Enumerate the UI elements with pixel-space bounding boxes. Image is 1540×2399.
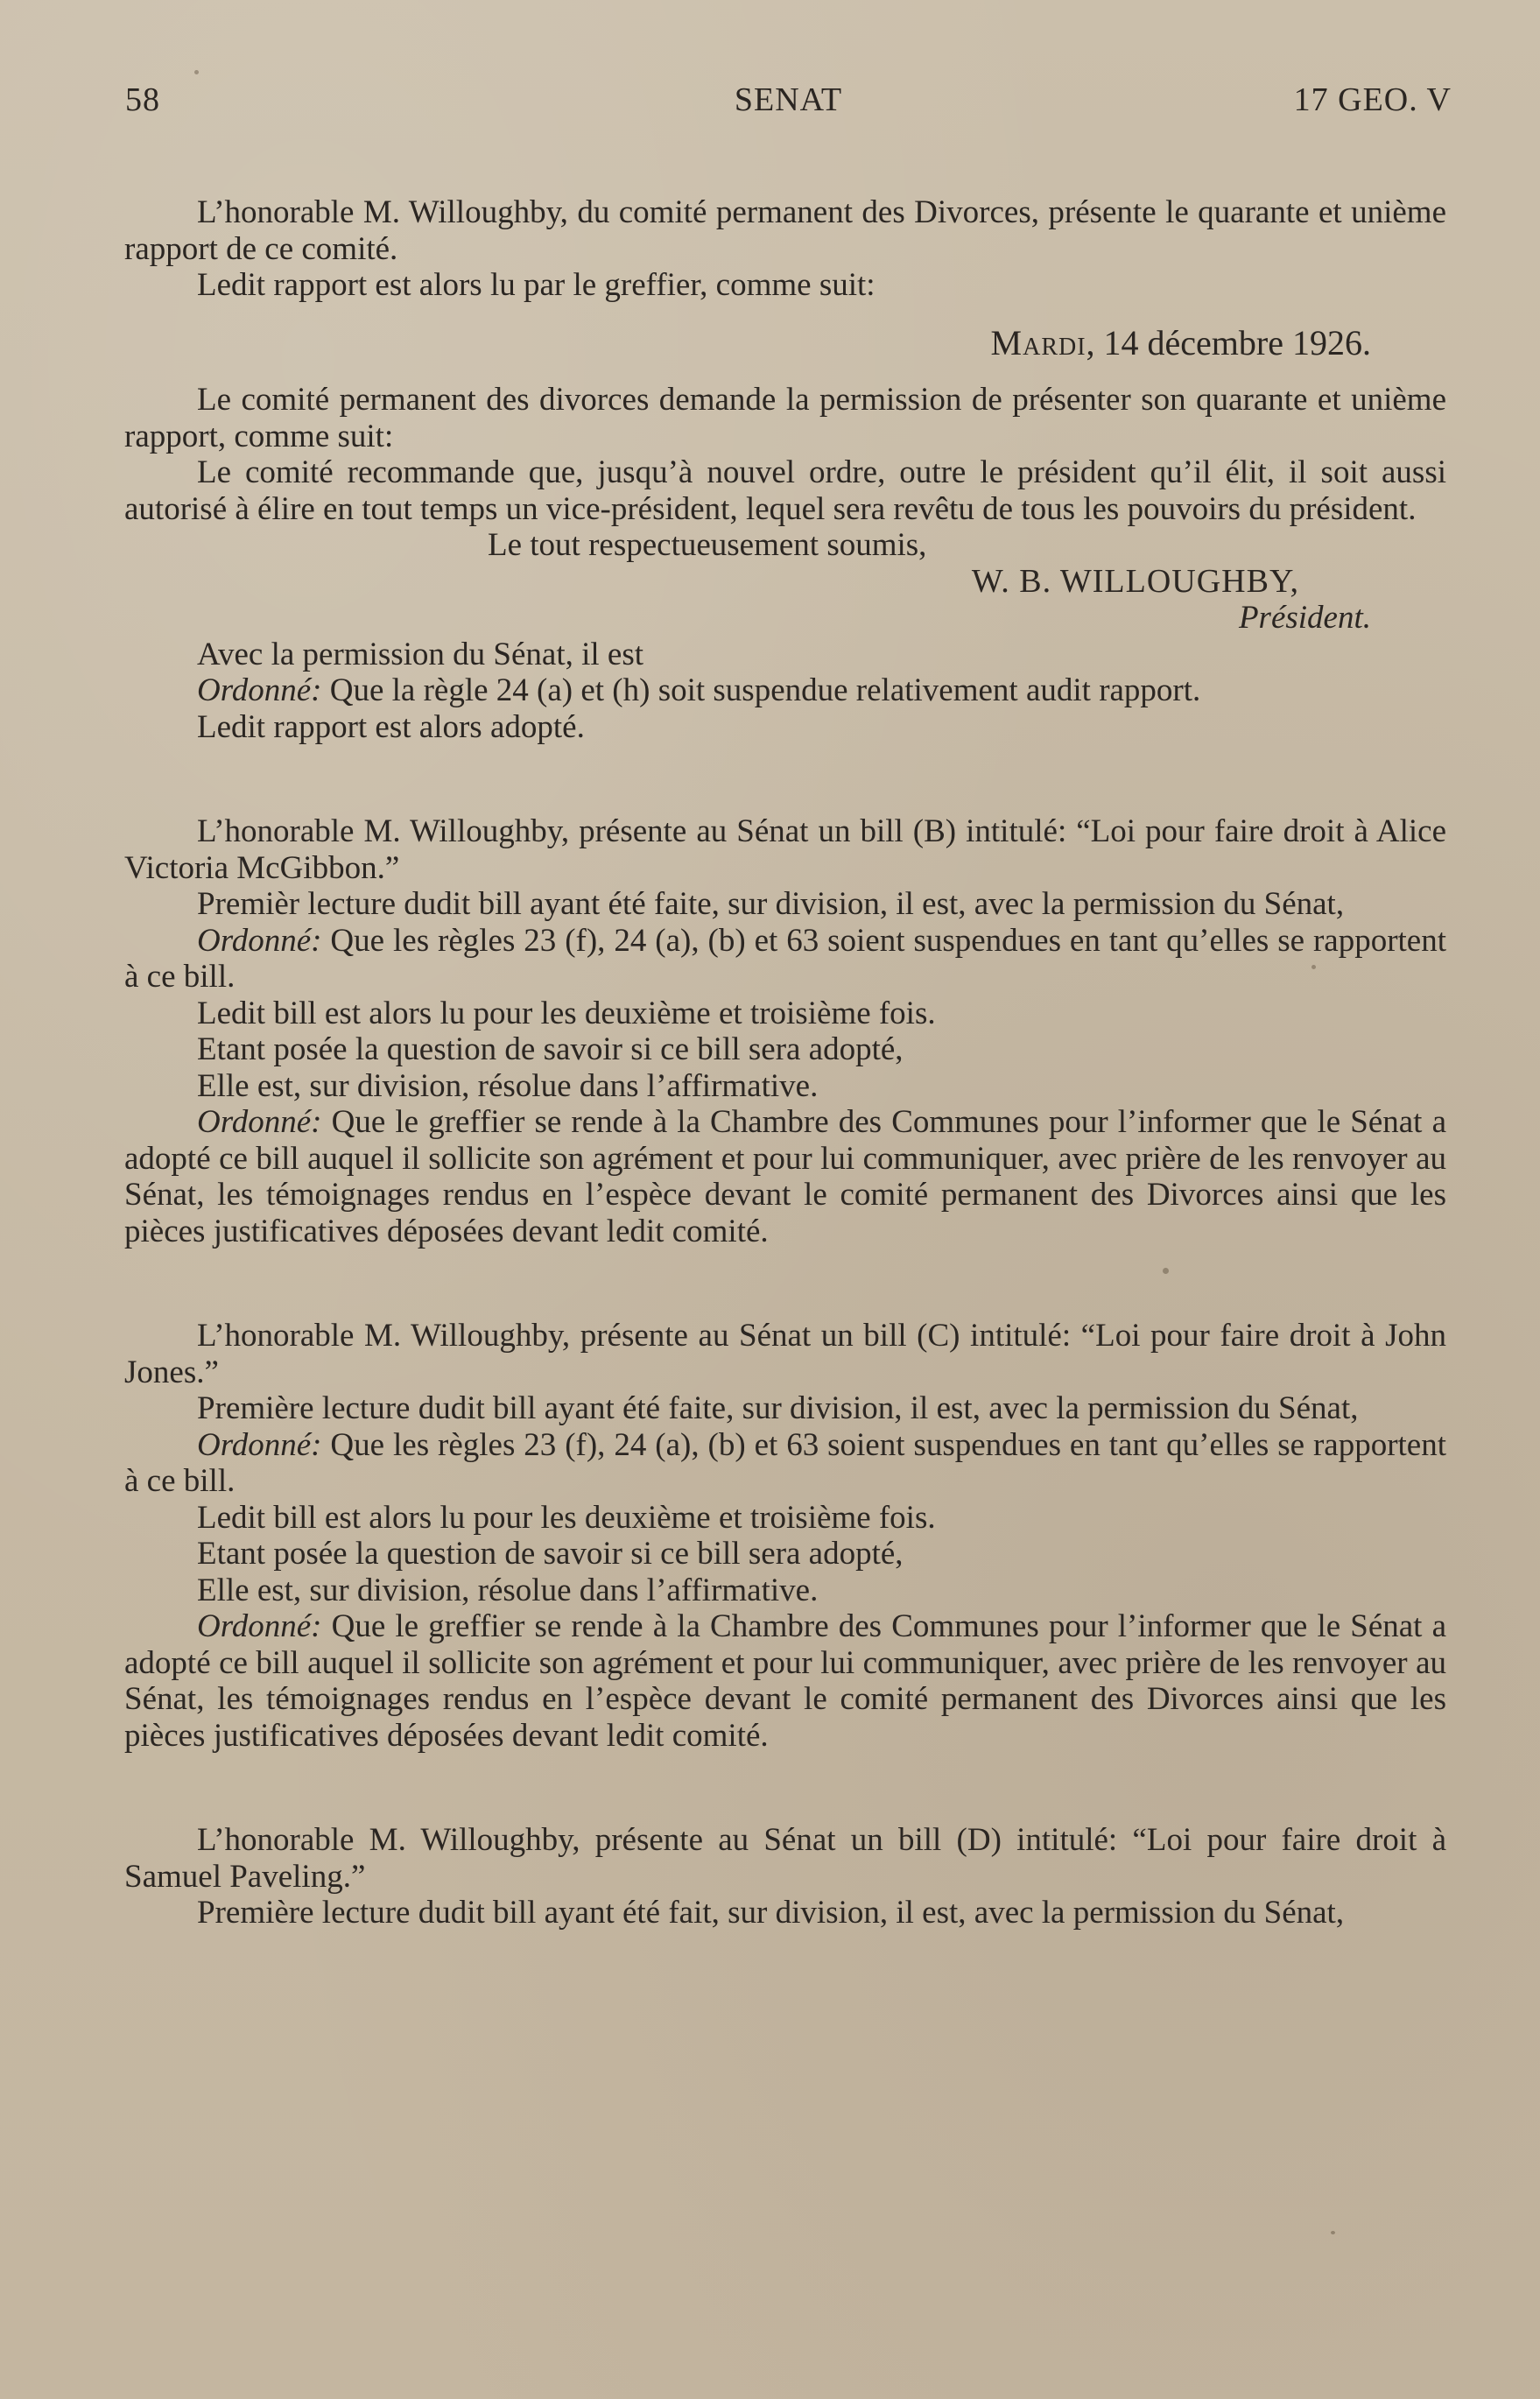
paragraph: Première lecture dudit bill ayant été faite, sur division, il est, avec la permission du Sénat, bbox=[197, 1390, 1359, 1426]
order-text: Que la règle 24 (a) et (h) soit suspendue relativement audit rapport. bbox=[321, 672, 1201, 708]
order-paragraph bbox=[124, 1608, 1446, 1754]
bill-b-section bbox=[124, 813, 1446, 1249]
ordered-label: Ordonné: bbox=[197, 922, 322, 959]
paragraph: Avec la permission du Sénat, il est bbox=[197, 636, 644, 672]
signature: W. B. WILLOUGHBY, bbox=[971, 562, 1299, 600]
report-section bbox=[124, 194, 1446, 745]
paragraph: L’honorable M. Willoughby, présente au Sénat un bill (B) intitulé: “Loi pour faire droit à Alice Victoria McGibbon.” bbox=[124, 813, 1446, 886]
paper-speck bbox=[194, 70, 199, 74]
order-paragraph bbox=[124, 672, 1446, 709]
paragraph: Le comité recommande que, jusqu’à nouvel ordre, outre le président qu’il élit, il soit aussi autorisé à élire en tout temps un vice-président, lequel sera revêtu de tous les pouvoirs du président. bbox=[124, 454, 1446, 527]
page-header bbox=[125, 81, 1452, 133]
paragraph: Ledit rapport est alors lu par le greffier, comme suit: bbox=[197, 267, 875, 303]
bill-d-section bbox=[124, 1822, 1446, 1931]
order-text: Que les règles 23 (f), 24 (a), (b) et 63 soient suspendues en tant qu’elles se rapportent à ce bill. bbox=[124, 922, 1446, 995]
section-gap bbox=[124, 1754, 1446, 1822]
date-day: Mardi bbox=[990, 322, 1086, 362]
ordered-label: Ordonné: bbox=[197, 1426, 322, 1463]
ordered-label: Ordonné: bbox=[197, 1608, 322, 1644]
paragraph: Elle est, sur division, résolue dans l’affirmative. bbox=[197, 1067, 819, 1104]
paragraph: L’honorable M. Willoughby, présente au Sénat un bill (C) intitulé: “Loi pour faire droit à John Jones.” bbox=[124, 1318, 1446, 1390]
order-text: Que les règles 23 (f), 24 (a), (b) et 63 soient suspendues en tant qu’elles se rapportent à ce bill. bbox=[124, 1426, 1446, 1499]
paragraph: Première lecture dudit bill ayant été fait, sur division, il est, avec la permission du Sénat, bbox=[197, 1895, 1345, 1931]
paragraph: Etant posée la question de savoir si ce bill sera adopté, bbox=[197, 1031, 904, 1067]
paragraph: L’honorable M. Willoughby, du comité permanent des Divorces, présente le quarante et unième rapport de ce comité. bbox=[124, 194, 1446, 267]
ordered-label: Ordonné: bbox=[197, 672, 322, 708]
report-date bbox=[124, 322, 1446, 362]
order-paragraph bbox=[124, 1427, 1446, 1500]
page-number: 58 bbox=[125, 81, 160, 118]
paragraph: Ledit rapport est alors adopté. bbox=[197, 708, 585, 745]
section-gap bbox=[124, 745, 1446, 813]
paper-speck bbox=[1331, 2231, 1335, 2234]
paragraph: Ledit bill est alors lu pour les deuxième et troisième fois. bbox=[197, 1499, 936, 1536]
closing-line: Le tout respectueusement soumis, bbox=[488, 527, 927, 563]
date-rest: , 14 décembre 1926. bbox=[1086, 322, 1371, 362]
document-body bbox=[124, 194, 1446, 1931]
bill-c-section bbox=[124, 1318, 1446, 1754]
order-paragraph bbox=[124, 923, 1446, 995]
section-gap bbox=[124, 1249, 1446, 1318]
signature-role: Président. bbox=[1238, 600, 1371, 636]
paragraph: Elle est, sur division, résolue dans l’affirmative. bbox=[197, 1572, 819, 1608]
ordered-label: Ordonné: bbox=[197, 1104, 322, 1140]
paragraph: Ledit bill est alors lu pour les deuxième et troisième fois. bbox=[197, 995, 936, 1031]
paragraph: Premièr lecture dudit bill ayant été faite, sur division, il est, avec la permission du Sénat, bbox=[197, 886, 1345, 922]
order-text: Que le greffier se rende à la Chambre des Communes pour l’informer que le Sénat a adopté ce bill auquel il sollicite son agrément et pour lui communiquer, avec prière de les renvoyer au Sénat, les témoignages rendus en l’espèce devant le comité permanent des Divorces ainsi que les pièces justificatives déposées devant ledit comité. bbox=[124, 1608, 1446, 1754]
page-title: SENAT bbox=[734, 81, 843, 118]
order-text: Que le greffier se rende à la Chambre des Communes pour l’informer que le Sénat a adopté ce bill auquel il sollicite son agrément et pour lui communiquer, avec prière de les renvoyer au Sénat, les témoignages rendus en l’espèce devant le comité permanent des Divorces ainsi que les pièces justificatives déposées devant ledit comité. bbox=[124, 1104, 1446, 1249]
paragraph: Etant posée la question de savoir si ce bill sera adopté, bbox=[197, 1536, 904, 1572]
order-paragraph bbox=[124, 1104, 1446, 1249]
session-label: 17 GEO. V bbox=[1293, 81, 1452, 118]
paragraph: L’honorable M. Willoughby, présente au Sénat un bill (D) intitulé: “Loi pour faire droit à Samuel Paveling.” bbox=[124, 1822, 1446, 1895]
paragraph: Le comité permanent des divorces demande la permission de présenter son quarante et unième rapport, comme suit: bbox=[124, 382, 1446, 454]
